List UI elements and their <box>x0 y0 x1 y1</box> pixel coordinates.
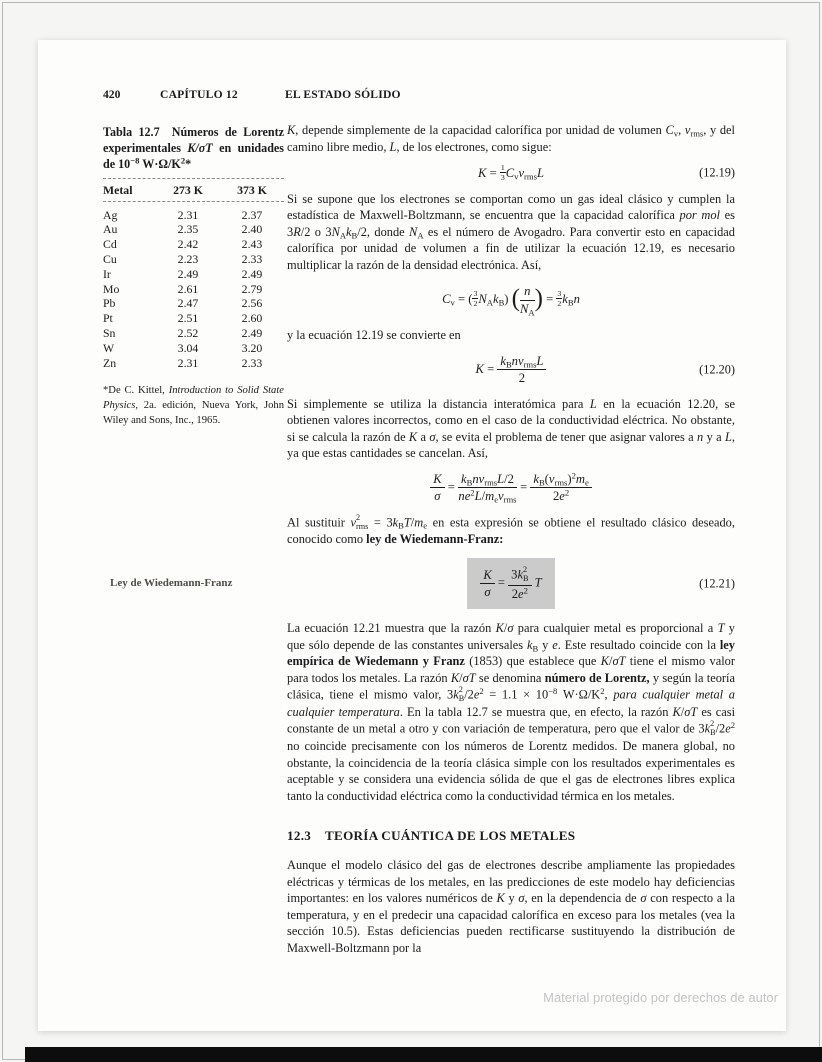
table-header-row <box>103 179 284 201</box>
metal-cell: Cd <box>103 237 117 252</box>
table-header-373k: 373 K <box>237 182 267 197</box>
value-273k: 2.47 <box>177 296 199 311</box>
metal-cell: Cu <box>103 252 117 266</box>
margin-note-wiedemann-franz: Ley de Wiedemann-Franz <box>110 577 233 589</box>
table-header-metal: Metal <box>103 182 133 197</box>
equation-body: K = $\frac{1}{3}$ $C_vv_{rms}L$ <box>478 163 544 183</box>
paragraph: Aunque el modelo clásico del gas de electrones describe ampliamente las propiedades eléctricas y térmicas de los metales, en las predicciones de este modelo hay deficiencias importantes: en los valores numéricos de K y σ, en la dependencia de σ con respecto a la temperatura, y en el predecir una capacidad calorífica en exceso para los metales (vea la sección 10.5). Estas deficiencias pueden rectificarse sustituyendo la distribución de Maxwell-Boltzmann por la <box>287 858 735 955</box>
bottom-black-bar <box>25 1047 822 1062</box>
paragraph: y la ecuación 12.19 se convierte en <box>287 328 461 343</box>
highlighted-equation: $\frac{K}{\sigma}$ = 3k 2 B $2e^2$ T <box>467 558 554 609</box>
equation-12-21 <box>287 558 735 609</box>
value-273k: 2.61 <box>177 281 199 296</box>
table-row <box>103 252 284 267</box>
value-273k: 2.52 <box>177 325 199 340</box>
value-273k: 2.49 <box>177 266 199 281</box>
metal-cell: Pt <box>103 311 113 326</box>
table-body <box>103 208 284 371</box>
table-row <box>103 282 284 297</box>
value-373k: 2.37 <box>241 207 263 222</box>
equation-cv <box>287 284 735 316</box>
paragraph: La ecuación 12.21 muestra que la razón K/σ para cualquier metal es proporcional a T y que sólo depende de las constantes universales $k_B$ y e. Este resultado coincide con la ley empírica de Wiedemann y Franz (1853) que establece que K/σT tiene el mismo valor para todos los metales. La razón K/σT se denomina número de Lorentz, y según la teoría clásica, tiene el mismo valor, 3k 2 B $/2e^2 = 1.1 \times 10^{-8}$ $W\cdot\Omega/K^2$, para cualquier metal a cualquier temperatura. En la tabla 12.7 se muestra que, en efecto, la razón K/σT es casi constante de un metal a otro y con variación de temperatura, pero que el valor de 3k 2 B $/2e^2$ no coincide precisamente con los números de Lorentz medidos. De manera global, no obstante, la coincidencia de la teoría clásica simple con los resultados experimentales es aceptable y se considera una evidencia sólida de que el gas de electrones libres explica tanto la conductividad eléctrica como la conductividad térmica en los metales. <box>287 621 736 803</box>
value-373k: 2.33 <box>241 252 263 266</box>
table-row <box>103 311 284 326</box>
paragraph: Al sustituir v 2 rms = $3k_BT/m_e$ en esta expresión se obtiene el resultado clásico deseado, conocido como ley de Wiedemann-Franz: <box>287 512 735 547</box>
metal-cell: Ir <box>103 266 111 281</box>
table-row <box>103 208 284 223</box>
value-273k: 2.51 <box>177 311 199 326</box>
value-373k: 2.79 <box>241 281 263 296</box>
table-row <box>103 356 284 371</box>
paragraph: Si simplemente se utiliza la distancia interatómica para L en la ecuación 12.20, se obtienen valores incorrectos, como en el caso de la conductividad eléctrica. No obstante, si se calcula la razón de K a σ, se evita el problema de tener que asignar valores a n y a L, ya que estas cantidades se cancelan. Así, <box>287 396 735 461</box>
equation-body: $\frac{K}{\sigma}$ = $\frac{k_Bnv_{rms}L/2}{ne^2L/m_ev_{rms}}$ = $\frac{k_B(v_{rms})^2m_e}{2e^2}$ <box>430 480 592 494</box>
value-273k: 2.35 <box>177 222 199 237</box>
metal-cell: Sn <box>103 325 116 340</box>
metal-cell: Ag <box>103 207 118 222</box>
table-row <box>103 267 284 282</box>
table-row <box>103 296 284 311</box>
value-273k: 2.31 <box>177 207 199 222</box>
table-row <box>103 341 284 356</box>
value-373k: 2.40 <box>241 222 263 237</box>
equation-k-sigma-ratio <box>287 472 735 504</box>
value-373k: 2.56 <box>241 296 263 311</box>
value-373k: 2.43 <box>241 237 263 252</box>
section-heading-12-3 <box>287 828 735 844</box>
table-row <box>103 326 284 341</box>
value-373k: 3.20 <box>241 340 263 355</box>
metal-cell: Pb <box>103 296 116 311</box>
chapter-label: CAPÍTULO 12 <box>160 88 238 101</box>
value-373k: 2.49 <box>241 266 263 281</box>
page-number: 420 <box>103 88 121 101</box>
main-text-column <box>287 122 735 956</box>
value-273k: 2.42 <box>177 237 199 252</box>
equation-body: K = $\frac{k_Bnv_{rms}L}{2}$ <box>476 362 547 376</box>
equation-body: $C_v$ = ( $\frac{3}{2}$ $N_Ak_B$) ( $\frac{n}{N_A}$ ) = $\frac{3}{2}$ $k_Bn$ <box>442 284 580 318</box>
value-273k: 2.23 <box>177 252 199 266</box>
chapter-title: EL ESTADO SÓLIDO <box>285 88 401 101</box>
metal-cell: W <box>103 340 115 355</box>
value-373k: 2.33 <box>241 355 263 370</box>
metal-cell: Zn <box>103 355 117 370</box>
table-row <box>103 237 284 252</box>
equation-12-20 <box>287 354 735 386</box>
table-header-273k: 273 K <box>173 182 203 197</box>
table-row <box>103 222 284 237</box>
table-footnote: *De C. Kittel, Introduction to Solid State Physics, 2a. edición, Nueva York, John Wiley and Sons, Inc., 1965. <box>103 385 284 427</box>
equation-12-19 <box>287 164 735 182</box>
metal-cell: Au <box>103 222 118 237</box>
equation-number: (12.20) <box>699 362 735 377</box>
section-number: 12.3 <box>287 828 312 844</box>
paragraph: Si se supone que los electrones se comportan como un gas ideal clásico y cumplen la estadística de Maxwell-Boltzmann, se encuentra que la capacidad calorífica por mol es 3R/2 o $3N_Ak_B/2$, donde $N_A$ es el número de Avogadro. Para convertir esto en capacidad calorífica por unidad de volumen a fin de utilizar la ecuación 12.19, es necesario multiplicar la razón de la densidad electrónica. Así, <box>287 191 736 272</box>
table-rule-header <box>103 201 284 202</box>
value-273k: 3.04 <box>177 340 199 355</box>
copyright-watermark: Material protegido por derechos de autor <box>543 990 778 1005</box>
value-373k: 2.49 <box>241 325 263 340</box>
page-header <box>103 88 401 101</box>
table-title: Tabla 12.7 Números de Lorentz experimentales K/σT en unidades de $10^{-8}$ $W\cdot\Omega/K^2*$ <box>103 125 285 172</box>
value-273k: 2.31 <box>177 355 199 370</box>
equation-number: (12.19) <box>699 165 735 180</box>
metal-cell: Mo <box>103 281 120 296</box>
section-title: TEORÍA CUÁNTICA DE LOS METALES <box>325 828 576 844</box>
value-373k: 2.60 <box>241 311 263 326</box>
table-12-7 <box>103 124 284 429</box>
book-page <box>38 40 786 1031</box>
paragraph: K, depende simplemente de la capacidad calorífica por unidad de volumen $C_v$, $v_{rms}$, y del camino libre medio, L, de los electrones, como sigue: <box>287 123 735 154</box>
equation-number: (12.21) <box>699 576 735 590</box>
